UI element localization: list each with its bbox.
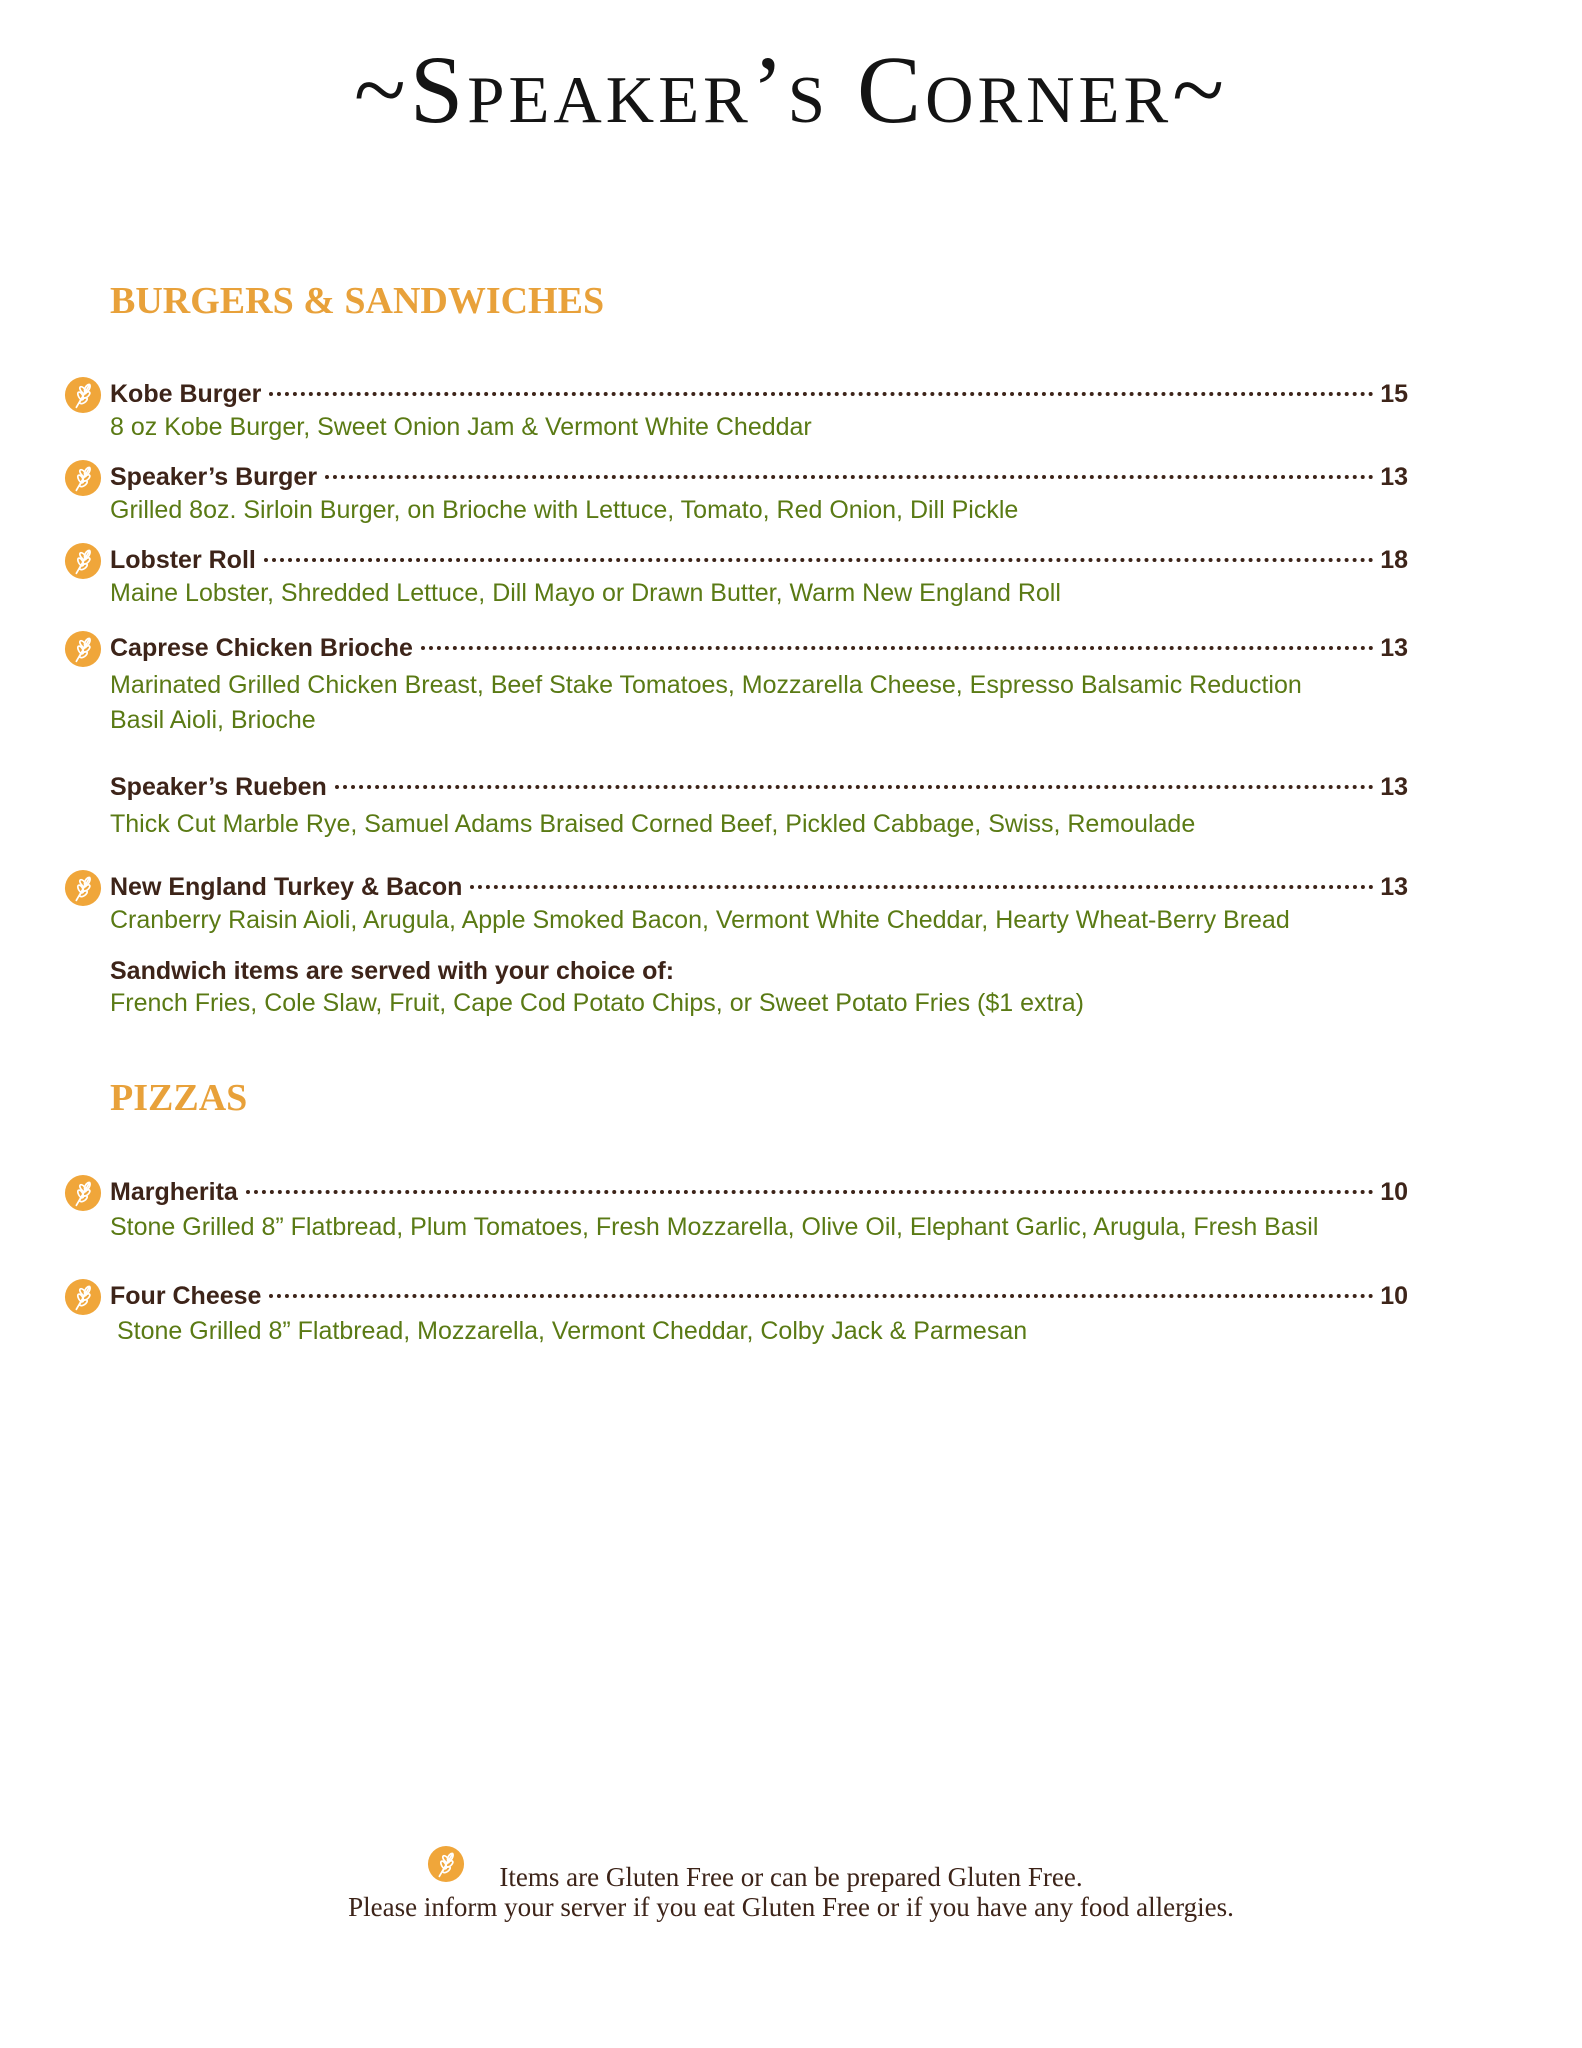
dot-leader bbox=[269, 392, 1374, 396]
item-name: Margherita bbox=[110, 1178, 238, 1206]
wheat-icon bbox=[64, 869, 102, 907]
item-description: Basil Aioli, Brioche bbox=[110, 706, 316, 734]
menu-item-four-cheese bbox=[110, 1280, 1408, 1349]
gluten-free-footer bbox=[0, 1862, 1582, 1922]
item-price: 10 bbox=[1380, 1282, 1408, 1310]
dot-leader bbox=[335, 785, 1374, 789]
sides-note-title: Sandwich items are served with your choice of: bbox=[110, 957, 675, 985]
wheat-icon bbox=[64, 630, 102, 668]
dot-leader bbox=[246, 1190, 1374, 1194]
item-name: Four Cheese bbox=[110, 1282, 262, 1310]
item-description: Marinated Grilled Chicken Breast, Beef Stake Tomatoes, Mozzarella Cheese, Espresso Balsamic Reduction bbox=[110, 671, 1302, 699]
footer-line-2: Please inform your server if you eat Gluten Free or if you have any food allergies. bbox=[348, 1892, 1234, 1922]
item-price: 10 bbox=[1380, 1178, 1408, 1206]
item-description: Stone Grilled 8” Flatbread, Plum Tomatoes, Fresh Mozzarella, Olive Oil, Elephant Garlic, Arugula, Fresh Basil bbox=[110, 1213, 1319, 1241]
section-heading-burgers-sandwiches: BURGERS & SANDWICHES bbox=[110, 280, 605, 322]
item-price: 15 bbox=[1380, 380, 1408, 408]
menu-item-lobster-roll bbox=[110, 544, 1408, 611]
item-description: Stone Grilled 8” Flatbread, Mozzarella, Vermont Cheddar, Colby Jack & Parmesan bbox=[117, 1317, 1028, 1345]
item-name: Speaker’s Burger bbox=[110, 463, 318, 491]
item-price: 13 bbox=[1380, 873, 1408, 901]
item-description: Grilled 8oz. Sirloin Burger, on Brioche with Lettuce, Tomato, Red Onion, Dill Pickle bbox=[110, 496, 1019, 524]
item-name: Kobe Burger bbox=[110, 380, 262, 408]
menu-item-speakers-rueben bbox=[110, 771, 1408, 842]
dot-leader bbox=[269, 1294, 1374, 1298]
dot-leader bbox=[325, 475, 1374, 479]
item-price: 13 bbox=[1380, 773, 1408, 801]
wheat-icon bbox=[64, 376, 102, 414]
dot-leader bbox=[421, 646, 1374, 650]
menu-title: ~Speaker’s Corner~ bbox=[353, 36, 1229, 143]
item-name: Speaker’s Rueben bbox=[110, 773, 327, 801]
item-description: Maine Lobster, Shredded Lettuce, Dill Mayo or Drawn Butter, Warm New England Roll bbox=[110, 579, 1061, 607]
menu-item-new-england-turkey-bacon bbox=[110, 871, 1408, 938]
menu-item-margherita bbox=[110, 1176, 1408, 1245]
item-name: Caprese Chicken Brioche bbox=[110, 634, 413, 662]
sides-note bbox=[110, 955, 1084, 1019]
item-name: Lobster Roll bbox=[110, 546, 256, 574]
item-description: 8 oz Kobe Burger, Sweet Onion Jam & Vermont White Cheddar bbox=[110, 413, 812, 441]
dot-leader bbox=[264, 558, 1374, 562]
menu-item-caprese-chicken-brioche bbox=[110, 632, 1408, 738]
dot-leader bbox=[470, 885, 1374, 889]
item-price: 13 bbox=[1380, 463, 1408, 491]
item-price: 13 bbox=[1380, 634, 1408, 662]
wheat-icon bbox=[64, 1278, 102, 1316]
menu-item-kobe-burger bbox=[110, 378, 1408, 445]
item-price: 18 bbox=[1380, 546, 1408, 574]
sides-note-text: French Fries, Cole Slaw, Fruit, Cape Cod Potato Chips, or Sweet Potato Fries ($1 extra) bbox=[110, 989, 1085, 1017]
wheat-icon bbox=[64, 1174, 102, 1212]
wheat-icon bbox=[64, 459, 102, 497]
wheat-icon bbox=[64, 542, 102, 580]
menu-item-speakers-burger bbox=[110, 461, 1408, 528]
item-description: Thick Cut Marble Rye, Samuel Adams Braised Corned Beef, Pickled Cabbage, Swiss, Remoulade bbox=[110, 810, 1196, 838]
item-name: New England Turkey & Bacon bbox=[110, 873, 463, 901]
item-description: Cranberry Raisin Aioli, Arugula, Apple Smoked Bacon, Vermont White Cheddar, Hearty Wheat-Berry Bread bbox=[110, 906, 1290, 934]
footer-line-1: Items are Gluten Free or can be prepared Gluten Free. bbox=[499, 1862, 1083, 1892]
section-heading-pizzas: PIZZAS bbox=[110, 1077, 248, 1119]
